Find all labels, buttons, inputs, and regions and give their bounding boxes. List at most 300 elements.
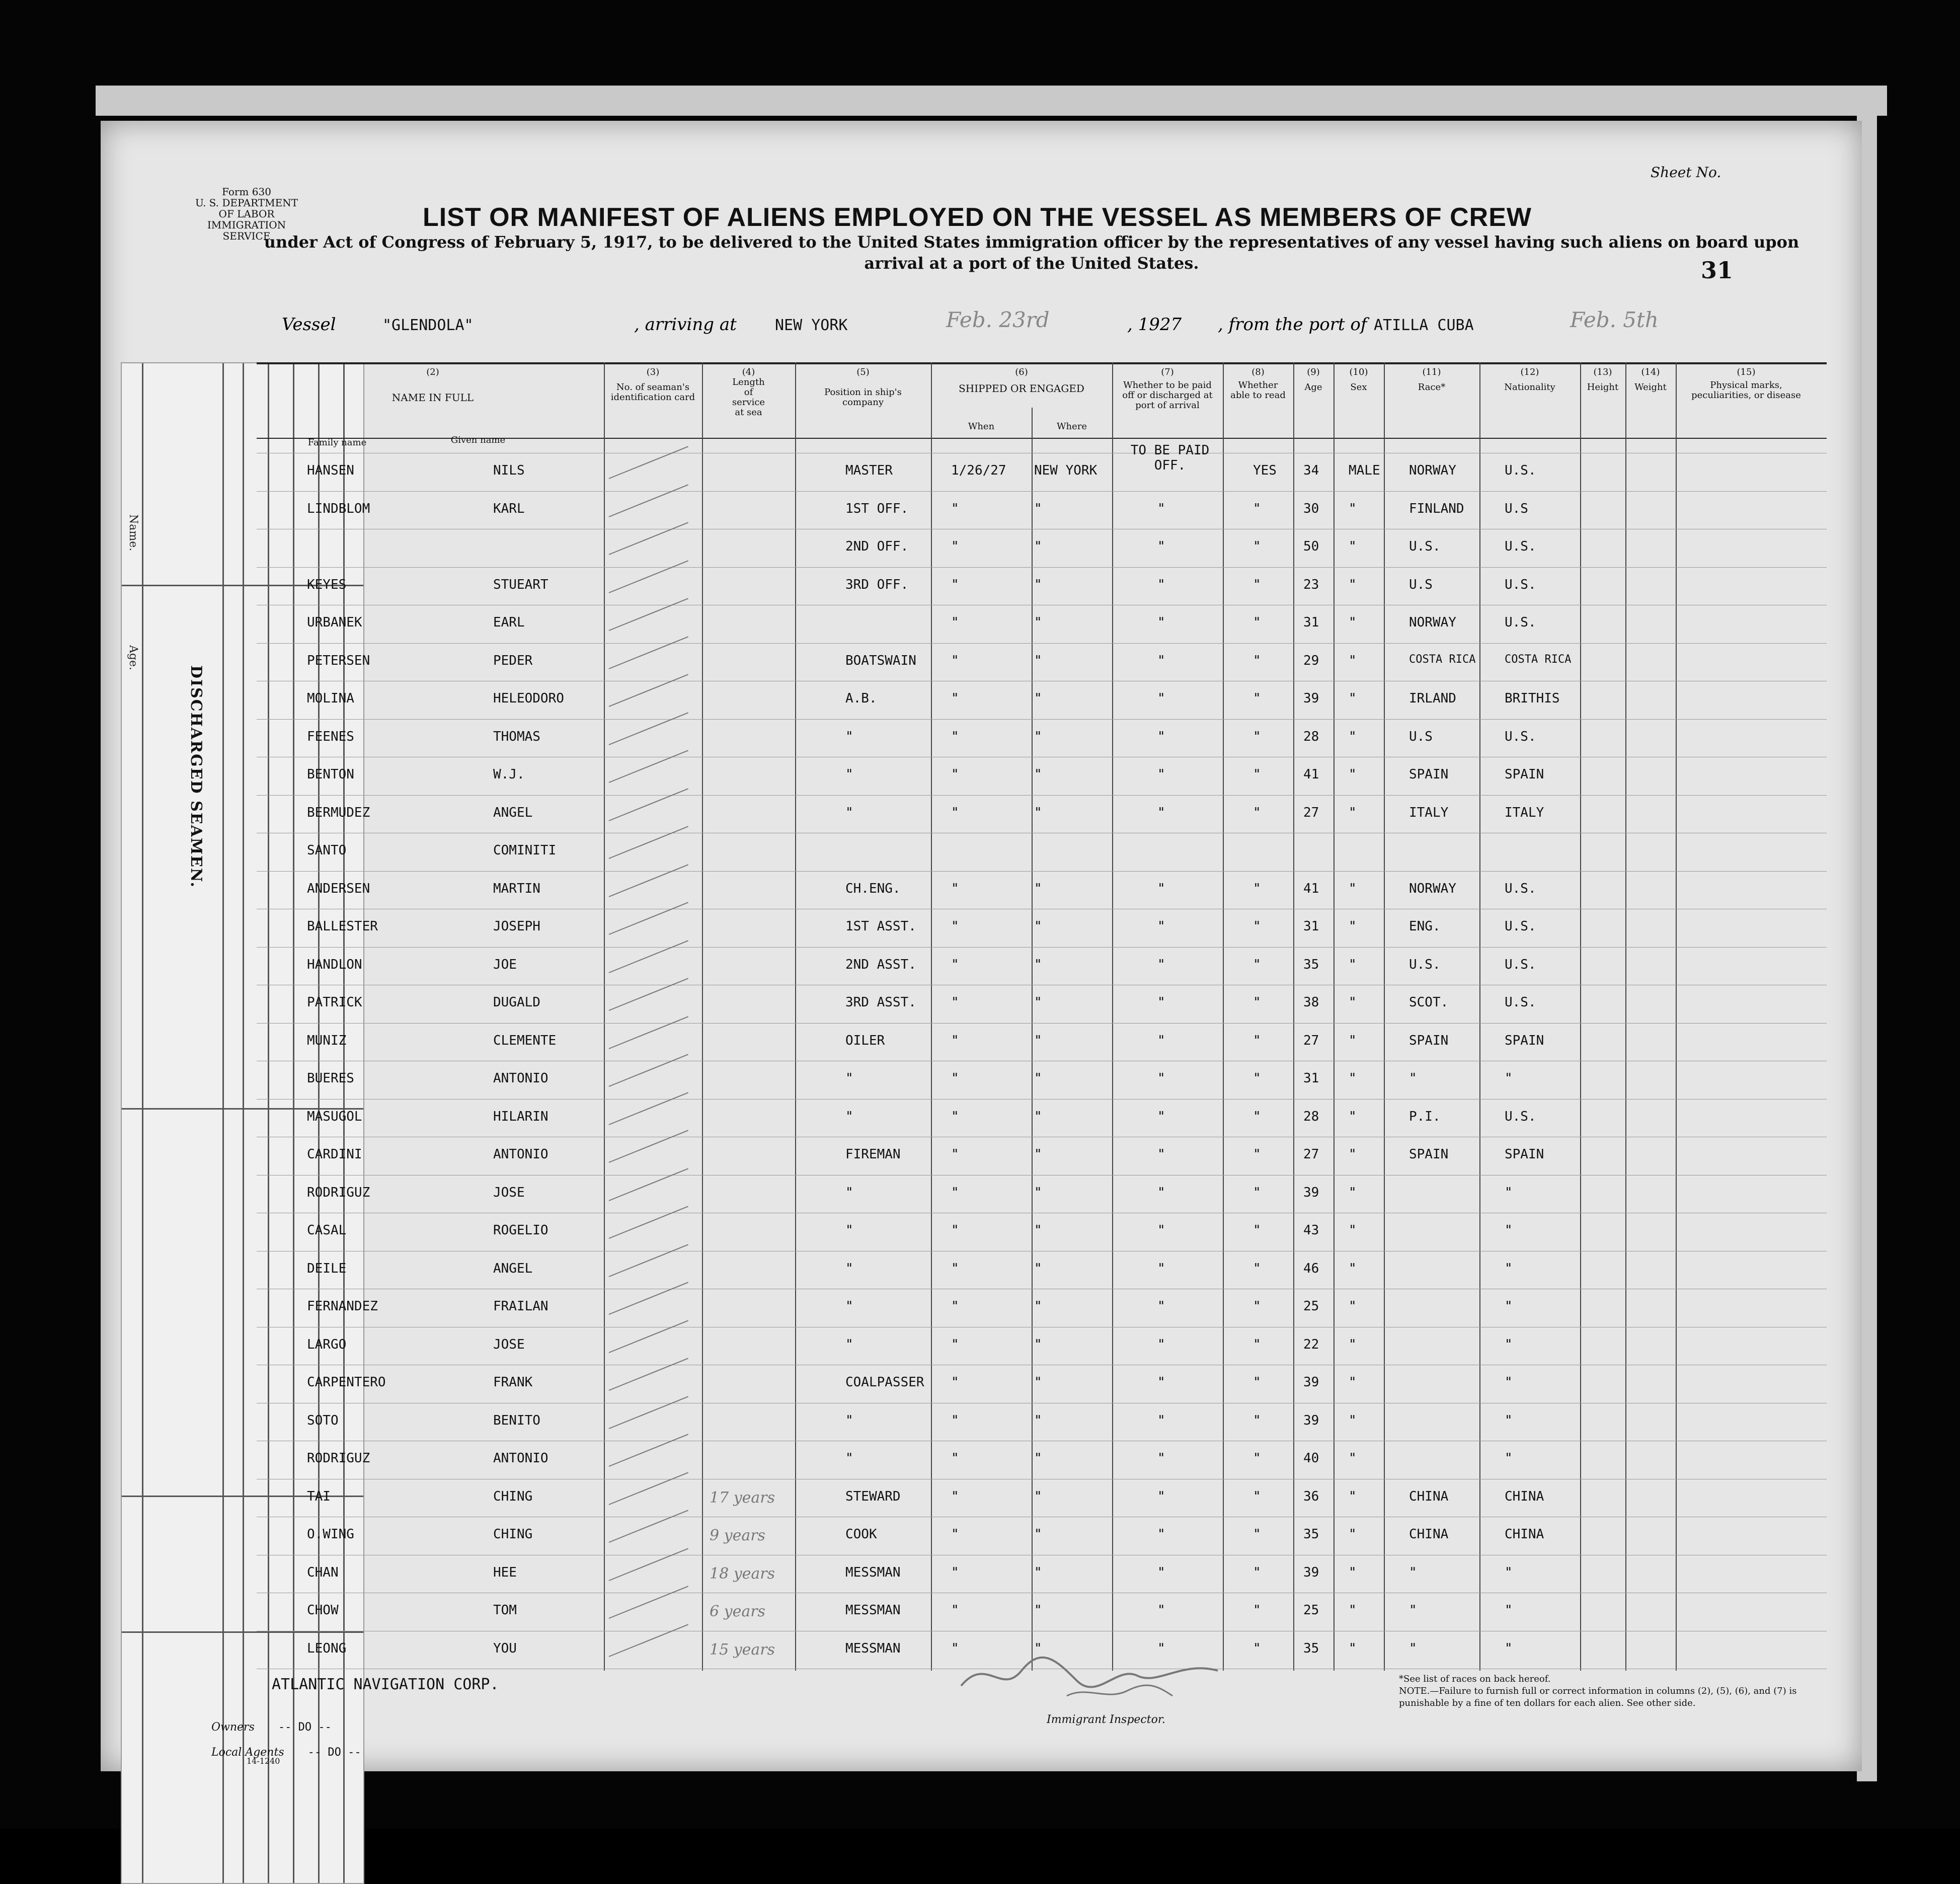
id-card-checkmark [609,1624,688,1657]
cell-paid: " [1157,615,1165,630]
id-card-checkmark [609,1358,688,1391]
cell-read: " [1253,1488,1261,1504]
cell-paid: " [1157,1223,1165,1238]
cell-age: 39 [1303,1412,1319,1428]
cell-family: SANTO [307,843,347,858]
col-header-sex: Sex [1350,382,1367,392]
cell-when: " [951,729,959,744]
col-divider [1676,362,1677,1671]
cell-where: " [1034,1375,1042,1390]
sidebar-column-rule [142,363,143,1883]
cell-given: CHING [493,1488,533,1504]
cell-position: CH.ENG. [845,881,901,896]
cell-nationality: " [1505,1261,1513,1276]
cell-when: " [951,767,959,782]
cell-where: " [1034,615,1042,630]
cell-nationality: SPAIN [1505,1033,1544,1048]
cell-paid: " [1157,539,1165,554]
sidebar-column-rule [243,363,244,1883]
cell-when: " [951,1109,959,1124]
cell-read: " [1253,1640,1261,1656]
cell-position: A.B. [845,691,877,706]
cell-sex: " [1349,805,1357,820]
col-divider [1334,362,1335,1671]
cell-when: " [951,1412,959,1428]
cell-read: " [1253,1451,1261,1466]
cell-given: PEDER [493,653,533,668]
cell-nationality: " [1505,1223,1513,1238]
col-header-position: Position in ship's company [824,387,902,408]
cell-race: U.S [1409,577,1433,592]
id-card-checkmark [609,1168,688,1201]
cell-position: MESSMAN [845,1603,901,1618]
subheader-where: Where [1056,421,1087,432]
cell-race: SPAIN [1409,767,1449,782]
arrival-year: , 1927 [1127,315,1182,335]
cell-sex: " [1349,653,1357,668]
row-rule [257,1023,1827,1024]
arriving-label: , arriving at [634,315,737,335]
form-number: Form 630 [222,186,271,198]
cell-nationality: U.S. [1505,881,1536,896]
inspector-label: Immigrant Inspector. [1047,1713,1165,1726]
id-card-checkmark [609,1282,688,1315]
cell-age: 31 [1303,615,1319,630]
cell-position: " [845,805,853,820]
department-name: U. S. DEPARTMENT OF LABOR [195,197,298,220]
cell-given: DUGALD [493,995,540,1010]
col-num-idcard: (3) [646,367,660,377]
cell-sex: " [1349,1412,1357,1428]
cell-position: " [845,1261,853,1276]
cell-family: FEENES [307,729,354,744]
cell-sex: " [1349,577,1357,592]
cell-nationality: " [1505,1564,1513,1580]
cell-given: BENITO [493,1412,540,1428]
col-num-age: (9) [1307,367,1320,377]
sheet-number: 31 [1701,257,1734,284]
cell-age: 29 [1303,653,1319,668]
cell-age: 46 [1303,1261,1319,1276]
cell-age: 31 [1303,1071,1319,1086]
cell-read: " [1253,919,1261,934]
departure-port: ATILLA CUBA [1374,317,1474,334]
cell-when: " [951,1488,959,1504]
id-card-checkmark [609,560,688,593]
cell-age: 39 [1303,1185,1319,1200]
cell-family: TAI [307,1488,331,1504]
col-num-height: (13) [1593,367,1612,377]
cell-when: " [951,995,959,1010]
arrival-port: NEW YORK [775,317,848,334]
cell-position: " [845,1109,853,1124]
cell-sex: " [1349,691,1357,706]
cell-nationality: U.S. [1505,615,1536,630]
cell-paid: " [1157,1033,1165,1048]
cell-given: STUEART [493,577,548,592]
row-rule [257,643,1827,644]
col-num-weight: (14) [1641,367,1660,377]
col-num-shipped: (6) [1015,367,1028,377]
cell-nationality: U.S. [1505,957,1536,972]
cell-read: " [1253,995,1261,1010]
cell-nationality: " [1505,1185,1513,1200]
cell-when: " [951,1261,959,1276]
cell-read: " [1253,767,1261,782]
cell-paid: " [1157,1071,1165,1086]
cell-nationality: " [1505,1337,1513,1352]
col-divider [931,362,932,1671]
cell-race: " [1409,1603,1417,1618]
cell-family: MASUGOL [307,1109,362,1124]
col-num-name: (2) [426,367,439,377]
cell-race: ENG. [1409,919,1441,934]
cell-position: 3RD OFF. [845,577,909,592]
cell-race: NORWAY [1409,615,1456,630]
cell-age: 35 [1303,957,1319,972]
cell-service: 6 years [710,1603,765,1620]
cell-race: U.S. [1409,539,1441,554]
cell-position: " [845,1071,853,1086]
cell-family: MUNIZ [307,1033,347,1048]
cell-age: 27 [1303,1033,1319,1048]
cell-sex: " [1349,1564,1357,1580]
cell-sex: " [1349,1299,1357,1314]
col-divider [1625,362,1626,1671]
cell-paid: " [1157,1337,1165,1352]
cell-sex: " [1349,1033,1357,1048]
cell-read: " [1253,1261,1261,1276]
cell-sex: " [1349,1147,1357,1162]
cell-position: 3RD ASST. [845,995,916,1010]
cell-paid: " [1157,1488,1165,1504]
cell-paid: " [1157,1640,1165,1656]
cell-when: " [951,539,959,554]
cell-service: 9 years [710,1527,765,1544]
cell-given: YOU [493,1640,517,1656]
cell-race: P.I. [1409,1109,1441,1124]
cell-when: " [951,501,959,516]
cell-when: " [951,919,959,934]
cell-position: BOATSWAIN [845,653,916,668]
cell-read: " [1253,1147,1261,1162]
cell-read: " [1253,691,1261,706]
cell-position: COOK [845,1527,877,1542]
cell-given: EARL [493,615,525,630]
cell-age: 34 [1303,463,1319,478]
cell-position: 2ND ASST. [845,957,916,972]
cell-race: ITALY [1409,805,1449,820]
cell-given: KARL [493,501,525,516]
cell-service: 15 years [710,1640,775,1659]
cell-position: " [845,1299,853,1314]
cell-nationality: CHINA [1505,1527,1544,1542]
cell-given: JOSEPH [493,919,540,934]
cell-when: " [951,1564,959,1580]
id-card-checkmark [609,940,688,973]
cell-position: " [845,729,853,744]
cell-paid: " [1157,767,1165,782]
cell-nationality: " [1505,1299,1513,1314]
cell-race: SCOT. [1409,995,1449,1010]
cell-read: " [1253,1033,1261,1048]
cell-family: CHAN [307,1564,339,1580]
cell-age: 39 [1303,1375,1319,1390]
cell-family: CHOW [307,1603,339,1618]
col-num-service: (4) [742,367,755,377]
cell-given: JOE [493,957,517,972]
cell-when: " [951,1337,959,1352]
cell-position: STEWARD [845,1488,901,1504]
id-card-checkmark [609,1206,688,1239]
col-divider [1112,362,1113,1671]
act-description: under Act of Congress of February 5, 1917, to be delivered to the United States immigration officer by the representatives of any vessel having such aliens on board upon arrival at a port of the United States. [264,232,1799,273]
cell-race: NORWAY [1409,881,1456,896]
cell-given: HEE [493,1564,517,1580]
cell-read: " [1253,1375,1261,1390]
cell-given: JOSE [493,1337,525,1352]
id-card-checkmark [609,978,688,1011]
cell-position: FIREMAN [845,1147,901,1162]
cell-when: " [951,1071,959,1086]
cell-where: " [1034,919,1042,934]
agents-line [211,1746,361,1759]
cell-read: " [1253,881,1261,896]
cell-where: " [1034,767,1042,782]
cell-read: " [1253,1109,1261,1124]
cell-given: NILS [493,463,525,478]
cell-sex: " [1349,1603,1357,1618]
col-divider [1479,362,1480,1671]
cell-when: " [951,653,959,668]
cell-when: " [951,1147,959,1162]
cell-given: ANGEL [493,805,533,820]
cell-sex: " [1349,881,1357,896]
cell-when: " [951,1603,959,1618]
cell-age: 25 [1303,1299,1319,1314]
cell-paid: " [1157,1527,1165,1542]
cell-read: " [1253,1299,1261,1314]
cell-family: ANDERSEN [307,881,370,896]
row-rule [257,1099,1827,1100]
col-header-service: Length of service at sea [732,377,765,418]
col-header-race: Race* [1418,382,1446,392]
cell-paid: " [1157,1109,1165,1124]
id-card-checkmark [609,1396,688,1429]
id-card-checkmark [609,1510,688,1543]
cell-given: COMINITI [493,843,557,858]
cell-sex: " [1349,1261,1357,1276]
col-divider [702,362,703,1671]
sidebar-age-label: Age. [127,645,139,670]
arrival-date: Feb. 23rd [946,307,1050,332]
cell-sex: " [1349,767,1357,782]
cell-sex: " [1349,1071,1357,1086]
cell-paid: " [1157,1451,1165,1466]
owners-label: Owners [211,1721,255,1734]
cell-sex: " [1349,501,1357,516]
cell-age: 28 [1303,729,1319,744]
cell-where: " [1034,881,1042,896]
cell-sex: " [1349,919,1357,934]
row-rule [257,719,1827,720]
id-card-checkmark [609,1244,688,1277]
cell-paid: " [1157,1375,1165,1390]
cell-nationality: U.S. [1505,729,1536,744]
cell-where: " [1034,501,1042,516]
cell-family: RODRIGUZ [307,1451,370,1466]
cell-family: CASAL [307,1223,347,1238]
cell-race: U.S. [1409,957,1441,972]
cell-nationality: U.S. [1505,995,1536,1010]
subheader-given: Given name [450,435,506,445]
cell-sex: " [1349,1488,1357,1504]
cell-read: " [1253,1412,1261,1428]
cell-family: URBANEK [307,615,362,630]
col-header-height: Height [1587,382,1619,392]
cell-age: 40 [1303,1451,1319,1466]
cell-race: NORWAY [1409,463,1456,478]
cell-paid: " [1157,881,1165,896]
cell-given: ANTONIO [493,1451,548,1466]
id-card-checkmark [609,1054,688,1087]
cell-given: MARTIN [493,881,540,896]
cell-where: " [1034,1071,1042,1086]
row-rule [257,491,1827,492]
cell-race: U.S [1409,729,1433,744]
cell-race: CHINA [1409,1527,1449,1542]
cell-race: CHINA [1409,1488,1449,1504]
cell-paid: " [1157,957,1165,972]
cell-when: " [951,1299,959,1314]
cell-given: CHING [493,1527,533,1542]
id-card-checkmark [609,1472,688,1505]
cell-when: " [951,957,959,972]
cell-sex: " [1349,1185,1357,1200]
cell-where: " [1034,995,1042,1010]
col-header-name: NAME IN FULL [391,391,474,404]
cell-position: MESSMAN [845,1640,901,1656]
cell-race: SPAIN [1409,1033,1449,1048]
cell-race: SPAIN [1409,1147,1449,1162]
id-card-checkmark [609,902,688,935]
owners-value: -- DO -- [278,1721,332,1734]
cell-when: " [951,1527,959,1542]
cell-given: TOM [493,1603,517,1618]
id-card-checkmark [609,788,688,821]
cell-position: " [845,1337,853,1352]
sidebar-name-label: Name. [127,514,139,552]
cell-service: 17 years [710,1488,775,1507]
cell-age: 22 [1303,1337,1319,1352]
cell-read: " [1253,1564,1261,1580]
cell-age: 38 [1303,995,1319,1010]
cell-read: " [1253,805,1261,820]
cell-nationality: U.S. [1505,919,1536,934]
cell-where: " [1034,1603,1042,1618]
cell-race: " [1409,1640,1417,1656]
cell-age: 28 [1303,1109,1319,1124]
cell-family: HANSEN [307,463,354,478]
cell-family: CARDINI [307,1147,362,1162]
page-title: LIST OR MANIFEST OF ALIENS EMPLOYED ON THE VESSEL AS MEMBERS OF CREW [423,203,1532,232]
cell-read: " [1253,1185,1261,1200]
cell-nationality: COSTA RICA [1505,653,1572,666]
cell-nationality: U.S. [1505,463,1536,478]
cell-paid: " [1157,501,1165,516]
cell-when: " [951,805,959,820]
agents-label: Local Agents [211,1746,284,1759]
id-card-checkmark [609,864,688,897]
cell-family: KEYES [307,577,347,592]
cell-where: " [1034,1640,1042,1656]
cell-age: 41 [1303,767,1319,782]
col-header-paid: Whether to be paid off or discharged at port of arrival [1122,380,1213,411]
cell-nationality: " [1505,1451,1513,1466]
inspector-signature [956,1645,1238,1706]
id-card-checkmark [609,484,688,517]
cell-read: " [1253,501,1261,516]
cell-read: " [1253,653,1261,668]
cell-nationality: " [1505,1375,1513,1390]
cell-given: ANGEL [493,1261,533,1276]
cell-paid: " [1157,729,1165,744]
cell-age: 30 [1303,501,1319,516]
cell-paid: " [1157,691,1165,706]
sheet-label: Sheet No. [1651,164,1721,181]
cell-family: RODRIGUZ [307,1185,370,1200]
cell-where: " [1034,957,1042,972]
cell-nationality: SPAIN [1505,767,1544,782]
col-num-read: (8) [1251,367,1265,377]
col-header-idcard: No. of seaman's identification card [610,382,695,403]
cell-paid: " [1157,1412,1165,1428]
cell-position: " [845,1451,853,1466]
sidebar-title: DISCHARGED SEAMEN. [187,665,205,888]
cell-paid: " [1157,577,1165,592]
col-header-marks: Physical marks, peculiarities, or disease [1691,380,1801,401]
cell-given: FRAILAN [493,1299,548,1314]
cell-paid: " [1157,1603,1165,1618]
cell-where: " [1034,1147,1042,1162]
cell-age: 50 [1303,539,1319,554]
cell-age: 39 [1303,1564,1319,1580]
cell-sex: " [1349,1640,1357,1656]
cell-given: CLEMENTE [493,1033,557,1048]
cell-age: 43 [1303,1223,1319,1238]
cell-paid: " [1157,1185,1165,1200]
cell-where: " [1034,1412,1042,1428]
cell-where: " [1034,577,1042,592]
col-num-paid: (7) [1161,367,1174,377]
cell-read: " [1253,1223,1261,1238]
cell-position: 1ST ASST. [845,919,916,934]
id-card-checkmark [609,1016,688,1049]
row-rule [257,871,1827,872]
vessel-name: "GLENDOLA" [382,317,474,334]
cell-given: HELEODORO [493,691,564,706]
penalty-note: NOTE.—Failure to furnish full or correct information in columns (2), (5), (6), and (7) is punishable by a fine of ten dollars for each alien. See other side. [1399,1686,1797,1708]
owners-line [211,1721,332,1734]
col-num-race: (11) [1422,367,1441,377]
cell-age: 35 [1303,1640,1319,1656]
cell-paid: " [1157,1564,1165,1580]
col-divider [1293,362,1294,1671]
cell-family: LARGO [307,1337,347,1352]
id-card-checkmark [609,1548,688,1581]
id-card-checkmark [609,522,688,555]
id-card-checkmark [609,674,688,707]
